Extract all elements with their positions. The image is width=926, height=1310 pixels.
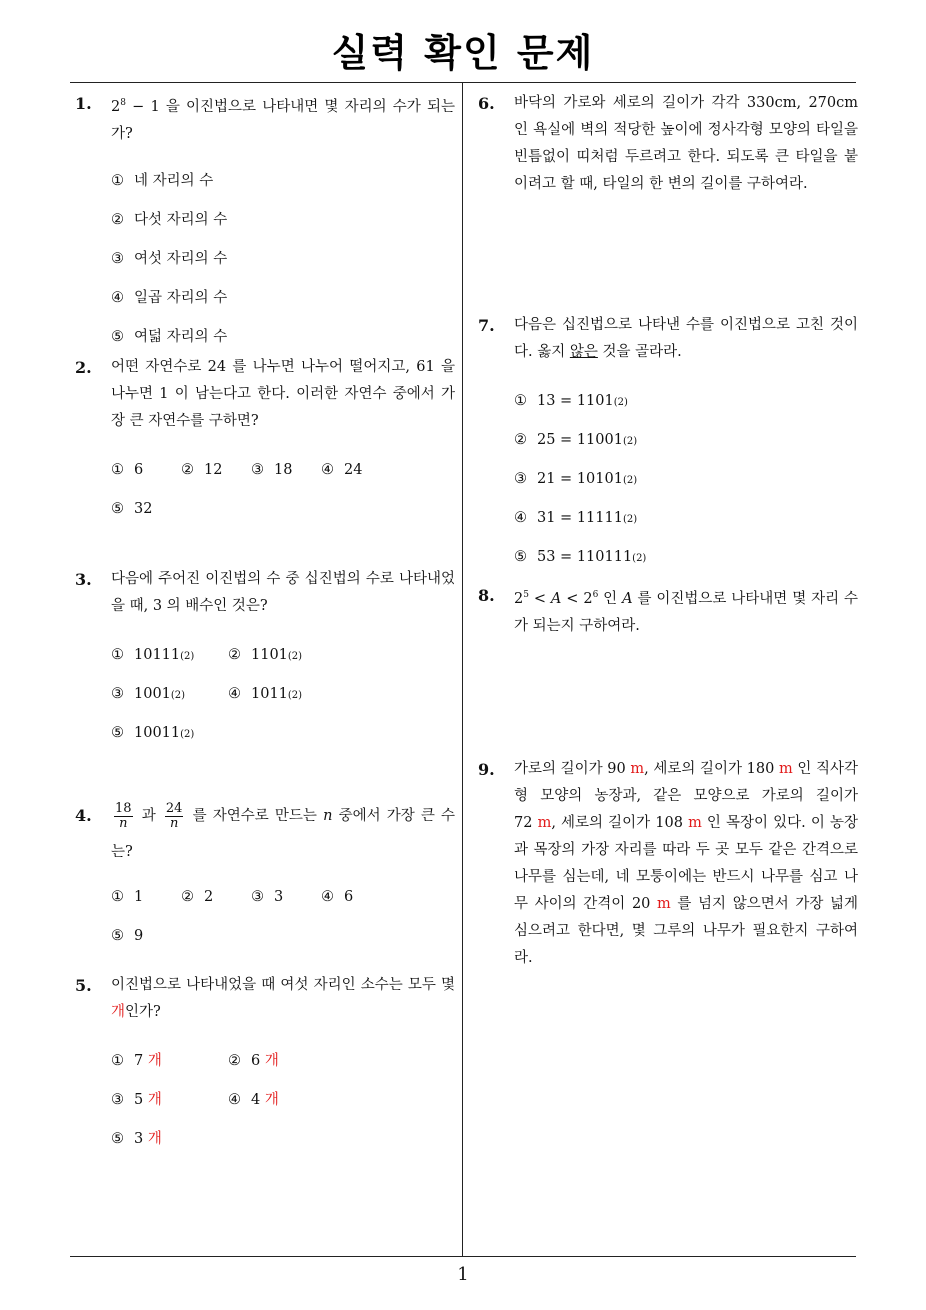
problem-text: $2^8 - 1$ 을 이진법으로 나타내면 몇 자리의 수가 되는가? [111,98,455,142]
choice-3[interactable]: ③ 5 개 [111,1092,162,1108]
problem-3 [75,566,455,759]
choice-list [111,168,455,363]
choice-2[interactable]: ② 6 개 [228,1053,279,1069]
problem-number: 4. [75,806,92,825]
header-rule [70,82,856,83]
choice-1[interactable]: ① 네 자리의 수 [111,172,214,189]
problem-text: 이진법으로 나타내었을 때 여섯 자리인 소수는 모두 몇 개인가? [111,977,455,1020]
choice-3[interactable]: ③ 여섯 자리의 수 [111,250,228,267]
choice-1[interactable]: ① 13 = 1101 (2) [514,393,628,409]
problem-number: 9. [478,760,495,779]
problem-5 [75,972,455,1165]
fraction-24-over-n: $\frac{24}{n}$ [165,800,183,831]
problem-text: 다음은 십진법으로 나타낸 수를 이진법으로 고친 것이다. 옳지 않은 것을 골라라. [514,317,858,360]
choice-2[interactable]: ② 1101 (2) [228,647,303,663]
footer-rule [70,1256,856,1257]
fraction-18-over-n: $\frac{18}{n}$ [115,800,132,831]
choice-1[interactable]: ① 6 [111,462,144,478]
page-number: 1 [457,1264,469,1285]
problem-text: 다음에 주어진 이진법의 수 중 십진법의 수로 나타내었을 때, 3 의 배수인 것은? [111,571,455,614]
page-title: 실력 확인 문제 [331,31,595,75]
choice-1[interactable]: ① 10111 (2) [111,647,195,663]
choice-1[interactable]: ① 7 개 [111,1053,162,1069]
problem-number: 8. [478,586,495,605]
problem-1 [75,90,455,363]
problem-number: 3. [75,570,92,589]
choice-1[interactable]: ① 1 [111,889,144,905]
problem-2 [75,354,455,535]
choice-3[interactable]: ③ 21 = 10101 (2) [514,471,638,487]
choice-2[interactable]: ② 25 = 11001 (2) [514,432,638,448]
problem-4 [75,798,455,962]
choice-4[interactable]: ④ 1011 (2) [228,686,303,702]
problem-number: 5. [75,976,92,995]
column-divider [462,82,463,1257]
problem-text: 바닥의 가로와 세로의 길이가 각각 330cm, 270cm 인 욕실에 벽의 적당한 높이에 정사각형 모양의 타일을 빈틈없이 띠처럼 두르려고 한다. 되도록 큰 타일을 붙이려고 할 때, 타일의 한 변의 길이를 구하여라. [514,95,858,192]
choice-list [111,642,455,759]
choice-2[interactable]: ② 2 [181,889,214,905]
choice-4[interactable]: ④ 4 개 [228,1092,279,1108]
problem-9 [478,756,858,972]
problem-number: 6. [478,94,495,113]
choice-2[interactable]: ② 12 [181,462,223,478]
problem-number: 7. [478,316,495,335]
choice-2[interactable]: ② 다섯 자리의 수 [111,211,228,228]
choice-5[interactable]: ⑤ 9 [111,928,144,944]
problem-text: 어떤 자연수로 24 를 나누면 나누어 떨어지고, 61 을 나누면 1 이 남는다고 한다. 이러한 자연수 중에서 가장 큰 자연수를 구하면? [111,359,455,429]
choice-4[interactable]: ④ 6 [321,889,354,905]
choice-4[interactable]: ④ 24 [321,462,363,478]
problem-7 [478,312,858,583]
choice-list [514,388,858,583]
problem-8 [478,582,858,640]
problem-number: 1. [75,94,92,113]
choice-3[interactable]: ③ 18 [251,462,293,478]
problem-text: 가로의 길이가 90 m, 세로의 길이가 180 m 인 직사각형 모양의 농장과, 같은 모양으로 가로의 길이가 72 m, 세로의 길이가 108 m 인 목장이 있다. 이 농장과 목장의 가장 자리를 따라 두 곳 모두 같은 간격으로 나무를 심는데, 네 모퉁이에는 반드시 나무를 심고 나무 사이의 간격이 20 m 를 넘지 않으면서 가장 넓게 심으려고 한다면, 몇 그루의 나무가 필요한지 구하여라. [514,761,859,966]
choice-5[interactable]: ⑤ 10011 (2) [111,725,195,741]
choice-list [111,457,455,535]
choice-5[interactable]: ⑤ 53 = 110111 (2) [514,549,647,565]
choice-4[interactable]: ④ 31 = 11111 (2) [514,510,638,526]
problem-text: $2^5 < A < 2^6$ 인 A 를 이진법으로 나타내면 몇 자리 수가 되는지 구하여라. [514,590,859,634]
problem-6 [478,90,858,198]
choice-4[interactable]: ④ 일곱 자리의 수 [111,289,228,306]
choice-5[interactable]: ⑤ 여덟 자리의 수 [111,328,228,345]
choice-list [111,884,455,962]
choice-3[interactable]: ③ 3 [251,889,284,905]
choice-5[interactable]: ⑤ 3 개 [111,1131,162,1147]
choice-5[interactable]: ⑤ 32 [111,501,153,517]
problem-number: 2. [75,358,92,377]
choice-list [111,1048,455,1165]
problem-text: $\frac{18}{n}$ 과 $\frac{24}{n}$ 를 자연수로 만드는 n 중에서 가장 큰 수는? [111,800,456,860]
choice-3[interactable]: ③ 1001 (2) [111,686,186,702]
